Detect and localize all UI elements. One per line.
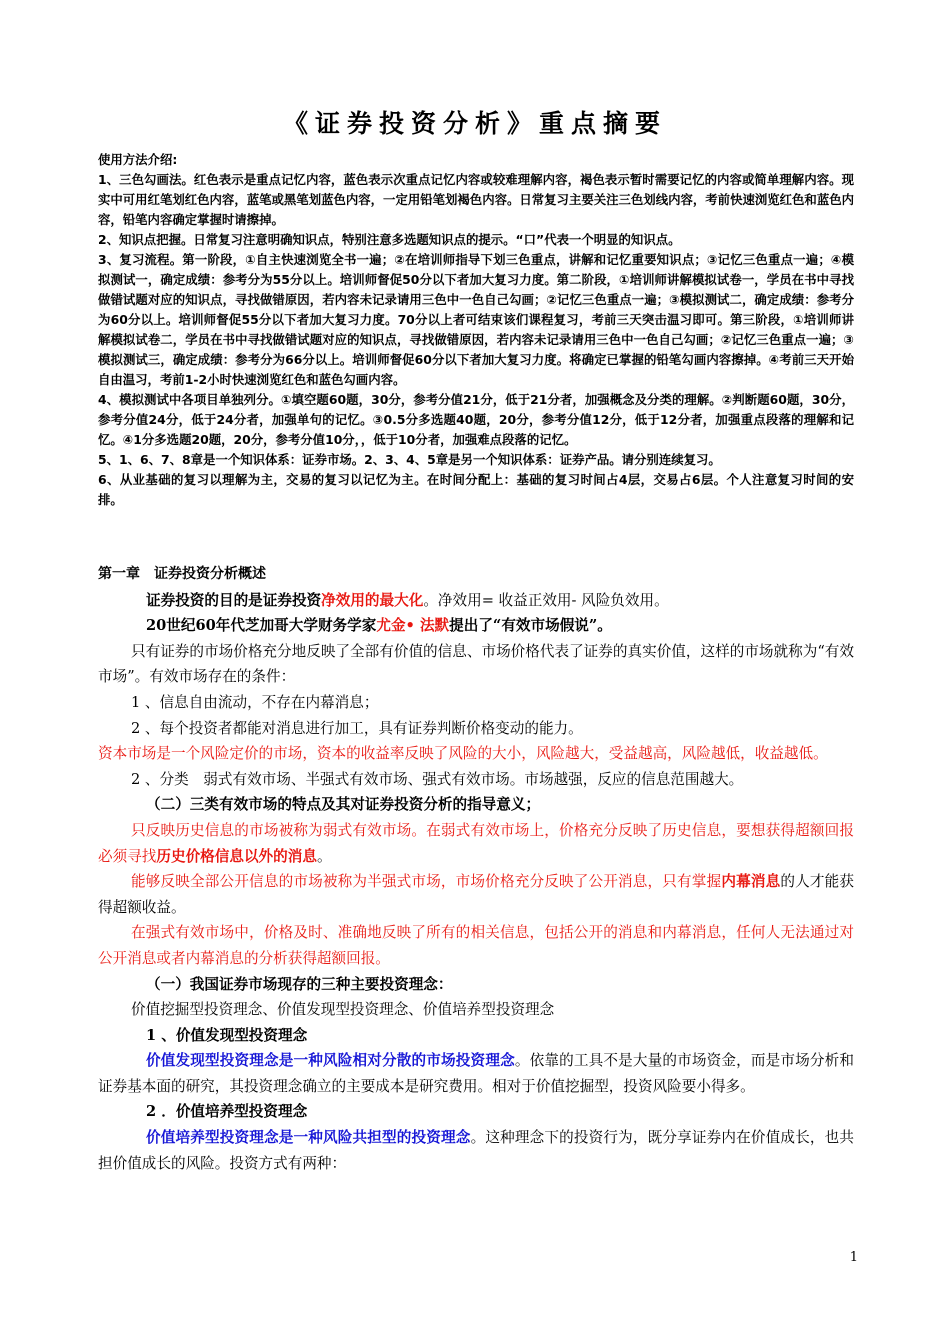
highlight-red-bold: 历史价格信息以外的消息 (156, 847, 317, 865)
paragraph-efficient-market-definition: 只有证券的市场价格充分地反映了全部有价值的信息、市场价格代表了证券的真实价值，这样的市场就称为“有效市场”。有效市场存在的条件： (98, 642, 854, 686)
document-title: 《证券投资分析》重点摘要 (282, 109, 667, 138)
highlight-blue-bold: 价值培养型投资理念是一种风险共担型的投资理念 (146, 1129, 471, 1147)
subheading-value-cultivation: 2 ．价值培养型投资理念 (146, 1103, 308, 1121)
paragraph-philosophy-list: 价值挖掘型投资理念、价值发现型投资理念、价值培养型投资理念 (131, 1001, 555, 1019)
paragraph-investment-goal (98, 588, 854, 614)
text-segment: 提出了“有效市场假说”。 (449, 617, 612, 635)
chapter-1 (98, 562, 854, 1176)
text-segment: 。这种理念下的投资行为，既分享证券内在价值成长，也共担价值成长的风险。投资方式有两种： (98, 1129, 854, 1172)
text-segment: 。 (316, 847, 332, 865)
usage-item-1: 1、三色勾画法。红色表示是重点记忆内容，蓝色表示次重点记忆内容或较难理解内容，褐色表示暂时需要记忆的内容或简单理解内容。现实中可用红笔划红色内容，蓝笔或黑笔划蓝色内容，一定用铅笔划褐色内容。日常复习主要关注三色划线内容，考前快速浏览红色和蓝色内容，铅笔内容确定掌握时请擦掉。 (98, 172, 854, 227)
paragraph-condition-2: 2 、每个投资者都能对消息进行加工，具有证券判断价格变动的能力。 (131, 719, 583, 737)
paragraph-strong-form: 在强式有效市场中，价格及时、准确地反映了所有的相关信息，包括公开的消息和内幕消息，任何人无法通过对公开消息或者内幕消息的分析获得超额回报。 (98, 924, 854, 967)
usage-item-5: 5、1、6、7、8章是一个知识体系：证券市场。2、3、4、5章是另一个知识体系：证券产品。请分别连续复习。 (98, 452, 721, 467)
paragraph-condition-1: 1 、信息自由流动，不存在内幕消息； (131, 693, 379, 711)
paragraph-efficient-market-hypothesis (98, 613, 854, 639)
highlight-blue-bold: 价值发现型投资理念是一种风险相对分散的市场投资理念 (146, 1052, 515, 1070)
paragraph-semi-strong-form (98, 869, 854, 920)
text-segment: 证券投资的目的是证券投资 (146, 591, 322, 609)
section-heading-investment-philosophies: （一）我国证券市场现存的三种主要投资理念： (146, 975, 453, 993)
paragraph-value-cultivation (98, 1125, 854, 1176)
text-segment: 。净效用= 收益正效用- 风险负效用。 (423, 591, 669, 609)
text-segment-red: 能够反映全部公开信息的市场被称为半强式市场，市场价格充分反映了公开消息，只有掌握 (131, 873, 722, 891)
highlight-red-bold: 内幕消息 (721, 873, 781, 891)
usage-heading: 使用方法介绍: (98, 152, 178, 167)
usage-item-2: 2、知识点把握。日常复习注意明确知识点，特别注意多选题知识点的提示。“口”代表一个明显的知识点。 (98, 232, 681, 247)
usage-item-3: 3、复习流程。第一阶段，①自主快速浏览全书一遍；②在培训师指导下划三色重点，讲解和记忆重要知识点；③记忆三色重点一遍；④模拟测试一，确定成绩：参考分为55分以上。培训师督促50分以下者加大复习力度。第二阶段，①培训师讲解模拟试卷一，学员在书中寻找做错试题对应的知识点，寻找做错原因，若内容未记录请用三色中一色自己勾画；②记忆三色重点一遍；③模拟测试二，确定成绩：参考分为60分以上。培训师督促55分以下者加大复习力度。70分以上者可结束该们课程复习，考前三天突击温习即可。第三阶段，①培训师讲解模拟试卷二，学员在书中寻找做错试题对应的知识点，寻找做错原因，若内容未记录请用三色中一色自己勾画；②记忆三色重点一遍；③模拟测试三，确定成绩：参考分为66分以上。培训师督促60分以下者加大复习力度。将确定已掌握的铅笔勾画内容擦掉。④考前三天开始自由温习，考前1-2小时快速浏览红色和蓝色勾画内容。 (98, 252, 854, 387)
text-segment-red: 只反映历史信息的市场被称为弱式有效市场。在弱式有效市场上，价格充分反映了历史信息，要想获得超额回报必须寻找 (98, 821, 854, 865)
paragraph-weak-form (98, 818, 854, 869)
text-segment: 20世纪60年代芝加哥大学财务学家 (146, 617, 377, 635)
paragraph-value-discovery (98, 1048, 854, 1099)
chapter-heading: 第一章 证券投资分析概述 (98, 566, 266, 582)
subheading-value-discovery: 1 、价值发现型投资理念 (146, 1026, 308, 1044)
page-number: 1 (849, 1250, 858, 1265)
paragraph-risk-pricing: 资本市场是一个风险定价的市场，资本的收益率反映了风险的大小，风险越大，受益越高，风险越低，收益越低。 (98, 745, 828, 763)
usage-instructions (98, 150, 854, 510)
highlight-red: 净效用的最大化 (321, 591, 424, 609)
section-heading-three-markets: （二）三类有效市场的特点及其对证券投资分析的指导意义； (146, 796, 541, 814)
usage-item-6: 6、从业基础的复习以理解为主，交易的复习以记忆为主。在时间分配上：基础的复习时间占4层，交易占6层。个人注意复习时间的安排。 (98, 472, 854, 507)
text-segment: 的人才能获得超额收益。 (98, 873, 854, 916)
highlight-red: 尤金• 法默 (376, 617, 450, 635)
usage-item-4: 4、模拟测试中各项目单独列分。①填空题60题，30分，参考分值21分，低于21分者，加强概念及分类的理解。②判断题60题，30分，参考分值24分，低于24分者，加强单句的记忆。③0.5分多选题40题，20分，参考分值12分，低于12分者，加强重点段落的理解和记忆。④1分多选题20题，20分，参考分值10分，，低于10分者，加强难点段落的记忆。 (98, 392, 854, 447)
text-segment: 。依靠的工具不是大量的市场资金，而是市场分析和证券基本面的研究，其投资理念确立的主要成本是研究费用。相对于价值挖掘型，投资风险要小得多。 (98, 1052, 854, 1095)
paragraph-market-classification: 2 、分类 弱式有效市场、半强式有效市场、强式有效市场。市场越强，反应的信息范围越大。 (131, 770, 744, 788)
